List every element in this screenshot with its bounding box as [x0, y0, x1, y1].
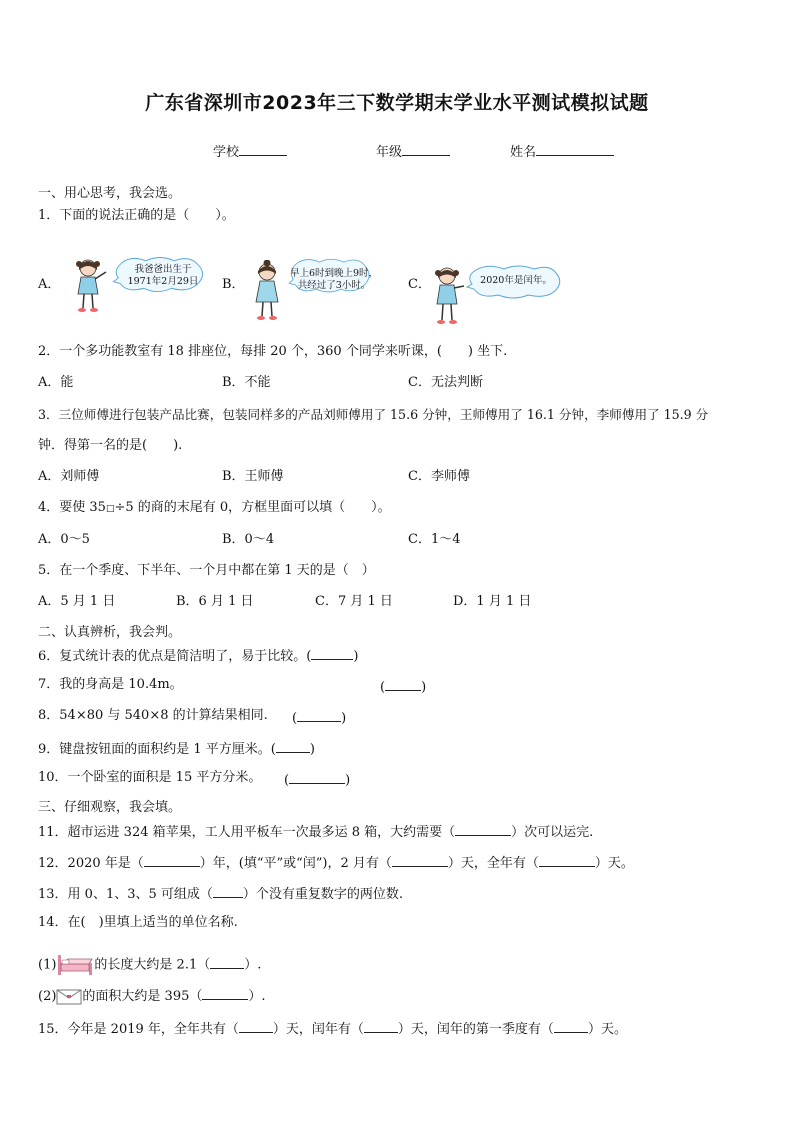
q12-answer-blank-1[interactable] — [144, 853, 200, 867]
q12-part-1: 12．2020 年是（ — [38, 856, 144, 871]
q11-pre: 11．超市运进 324 箱苹果，工人用平板车一次最多运 8 箱，大约需要（ — [38, 825, 456, 840]
girl-b-illustration — [250, 260, 284, 322]
q14-sub-2-close: ）. — [248, 989, 266, 1004]
question-9 — [38, 739, 315, 758]
q6-answer-blank[interactable] — [311, 646, 353, 660]
grade-field — [376, 142, 450, 161]
question-14-sub-1 — [38, 953, 261, 977]
school-field — [213, 142, 287, 161]
q2-option-c[interactable]: C．无法判断 — [408, 375, 483, 390]
question-3-stem-line-1: 3．三位师傅进行包装产品比赛，包装同样多的产品刘师傅用了 15.6 分钟，王师傅用了 16.1 分钟，李师傅用了 15.9 分 — [38, 407, 709, 422]
q12-answer-blank-2[interactable] — [392, 853, 448, 867]
question-14-stem: 14．在( )里填上适当的单位名称. — [38, 915, 238, 930]
q15-part-1: 15．今年是 2019 年，全年共有（ — [38, 1022, 239, 1037]
question-10-stem: 10．一个卧室的面积是 15 平方分米。 — [38, 770, 262, 785]
bed-icon — [56, 953, 94, 977]
q9-close: ) — [309, 742, 315, 757]
q7-answer-blank[interactable] — [385, 677, 421, 691]
name-field — [510, 142, 614, 161]
school-blank[interactable] — [239, 142, 287, 156]
q3-option-a[interactable]: A．刘师傅 — [38, 469, 100, 484]
q1-option-b-label[interactable]: B． — [222, 277, 245, 292]
name-label: 姓名 — [510, 145, 537, 160]
question-7-stem: 7．我的身高是 10.4m。 — [38, 677, 183, 692]
question-5-stem: 5．在一个季度、下半年、一个月中都在第 1 天的是（ ） — [38, 563, 375, 578]
q10-open: ( — [284, 773, 290, 788]
q14-sub-1-text: 的长度大约是 2.1（ — [94, 957, 211, 973]
question-8-answer — [292, 708, 346, 727]
q8-close: ) — [341, 711, 347, 726]
question-1-stem: 1．下面的说法正确的是（ ）。 — [38, 208, 235, 223]
question-6 — [38, 646, 358, 665]
grade-blank[interactable] — [402, 142, 450, 156]
q12-part-2: ）年，(填“平”或“闰”)，2 月有（ — [199, 856, 392, 871]
question-11 — [38, 822, 593, 841]
q10-answer-blank[interactable] — [289, 770, 345, 784]
q12-part-4: ）天。 — [594, 856, 634, 871]
bubble-c-text — [474, 275, 558, 287]
question-3-stem-line-2: 钟．得第一名的是( ). — [38, 438, 183, 453]
q15-part-4: ）天。 — [587, 1022, 627, 1037]
girl-c-illustration — [432, 264, 466, 326]
section-heading-3: 三、仔细观察，我会填。 — [38, 800, 182, 815]
question-4-stem — [38, 500, 391, 517]
q1-option-c-label[interactable]: C． — [408, 277, 431, 292]
q4-stem-post: ÷5 的商的末尾有 0，方框里面可以填（ ）。 — [114, 500, 391, 515]
bubble-a-line-1: 我爸爸出生于 — [134, 264, 192, 275]
q15-answer-blank-3[interactable] — [554, 1019, 588, 1033]
q6-stem: 6．复式统计表的优点是简洁明了，易于比较。( — [38, 649, 312, 664]
grade-label: 年级 — [376, 145, 403, 160]
q5-option-a[interactable]: A．5 月 1 日 — [38, 594, 116, 609]
q14-sub-1-close: ）. — [244, 957, 262, 973]
q9-answer-blank[interactable] — [276, 739, 310, 753]
question-10-answer — [284, 770, 350, 789]
question-13 — [38, 884, 403, 903]
question-15 — [38, 1019, 627, 1038]
question-7-answer — [380, 677, 426, 696]
girl-a-illustration — [68, 256, 112, 314]
q13-post: ）个没有重复数字的两位数. — [242, 887, 404, 902]
q11-post: ）次可以运完. — [511, 825, 594, 840]
q4-option-a[interactable]: A．0～5 — [38, 532, 90, 547]
q13-answer-blank[interactable] — [213, 884, 243, 898]
q6-close: ) — [353, 649, 359, 664]
q12-answer-blank-3[interactable] — [539, 853, 595, 867]
q5-option-b[interactable]: B．6 月 1 日 — [176, 594, 254, 609]
q7-close: ) — [421, 680, 427, 695]
q9-stem: 9．键盘按钮面的面积约是 1 平方厘米。( — [38, 742, 276, 757]
q11-answer-blank[interactable] — [455, 822, 511, 836]
q4-option-c[interactable]: C．1～4 — [408, 532, 461, 547]
question-8-stem: 8．54×80 与 540×8 的计算结果相同. — [38, 708, 268, 723]
q5-option-d[interactable]: D．1 月 1 日 — [453, 594, 532, 609]
question-14-sub-2 — [38, 986, 266, 1006]
bubble-c-line-1: 2020年是闰年。 — [480, 275, 552, 286]
q15-answer-blank-2[interactable] — [364, 1019, 398, 1033]
bubble-b-text — [287, 268, 381, 292]
q4-option-b[interactable]: B．0～4 — [222, 532, 275, 547]
bubble-a-text — [121, 264, 205, 288]
q14-sub-2-text: 的面积大约是 395（ — [82, 989, 203, 1004]
q4-box-symbol: □ — [105, 504, 115, 514]
q14-sub-2-answer-blank[interactable] — [202, 986, 248, 1000]
q14-sub-2-number: (2) — [38, 989, 57, 1004]
q2-option-b[interactable]: B．不能 — [222, 375, 271, 390]
q12-part-3: ）天，全年有（ — [447, 856, 539, 871]
school-label: 学校 — [213, 145, 240, 160]
section-heading-1: 一、用心思考，我会选。 — [38, 186, 182, 201]
q15-part-2: ）天，闰年有（ — [272, 1022, 364, 1037]
q2-option-a[interactable]: A．能 — [38, 375, 74, 390]
q8-open: ( — [292, 711, 298, 726]
q13-pre: 13．用 0、1、3、5 可组成（ — [38, 887, 213, 902]
q3-option-c[interactable]: C．李师傅 — [408, 469, 470, 484]
q1-option-a-label[interactable]: A． — [38, 277, 61, 292]
section-heading-2: 二、认真辨析，我会判。 — [38, 625, 182, 640]
q15-answer-blank-1[interactable] — [239, 1019, 273, 1033]
q5-option-c[interactable]: C．7 月 1 日 — [315, 594, 393, 609]
q14-sub-1-number: (1) — [38, 957, 57, 973]
question-12 — [38, 853, 634, 872]
bubble-b-line-2: 共经过了3小时。 — [297, 280, 371, 291]
page-title: 广东省深圳市2023年三下数学期末学业水平测试模拟试题 — [145, 92, 649, 114]
q15-part-3: ）天，闰年的第一季度有（ — [397, 1022, 554, 1037]
q8-answer-blank[interactable] — [297, 708, 341, 722]
bubble-a-line-2: 1971年2月29日 — [127, 276, 199, 287]
question-2-stem: 2．一个多功能教室有 18 排座位，每排 20 个，360 个同学来听课，( ) 坐下. — [38, 344, 508, 359]
q4-stem-pre: 4．要使 35 — [38, 500, 106, 515]
q14-sub-1-answer-blank[interactable] — [210, 955, 244, 969]
bubble-b-line-1: 早上6时到晚上9时， — [289, 268, 379, 279]
q3-option-b[interactable]: B．王师傅 — [222, 469, 284, 484]
name-blank[interactable] — [536, 142, 614, 156]
envelope-icon — [56, 988, 82, 1006]
q10-close: ) — [345, 773, 351, 788]
q7-open: ( — [380, 680, 386, 695]
